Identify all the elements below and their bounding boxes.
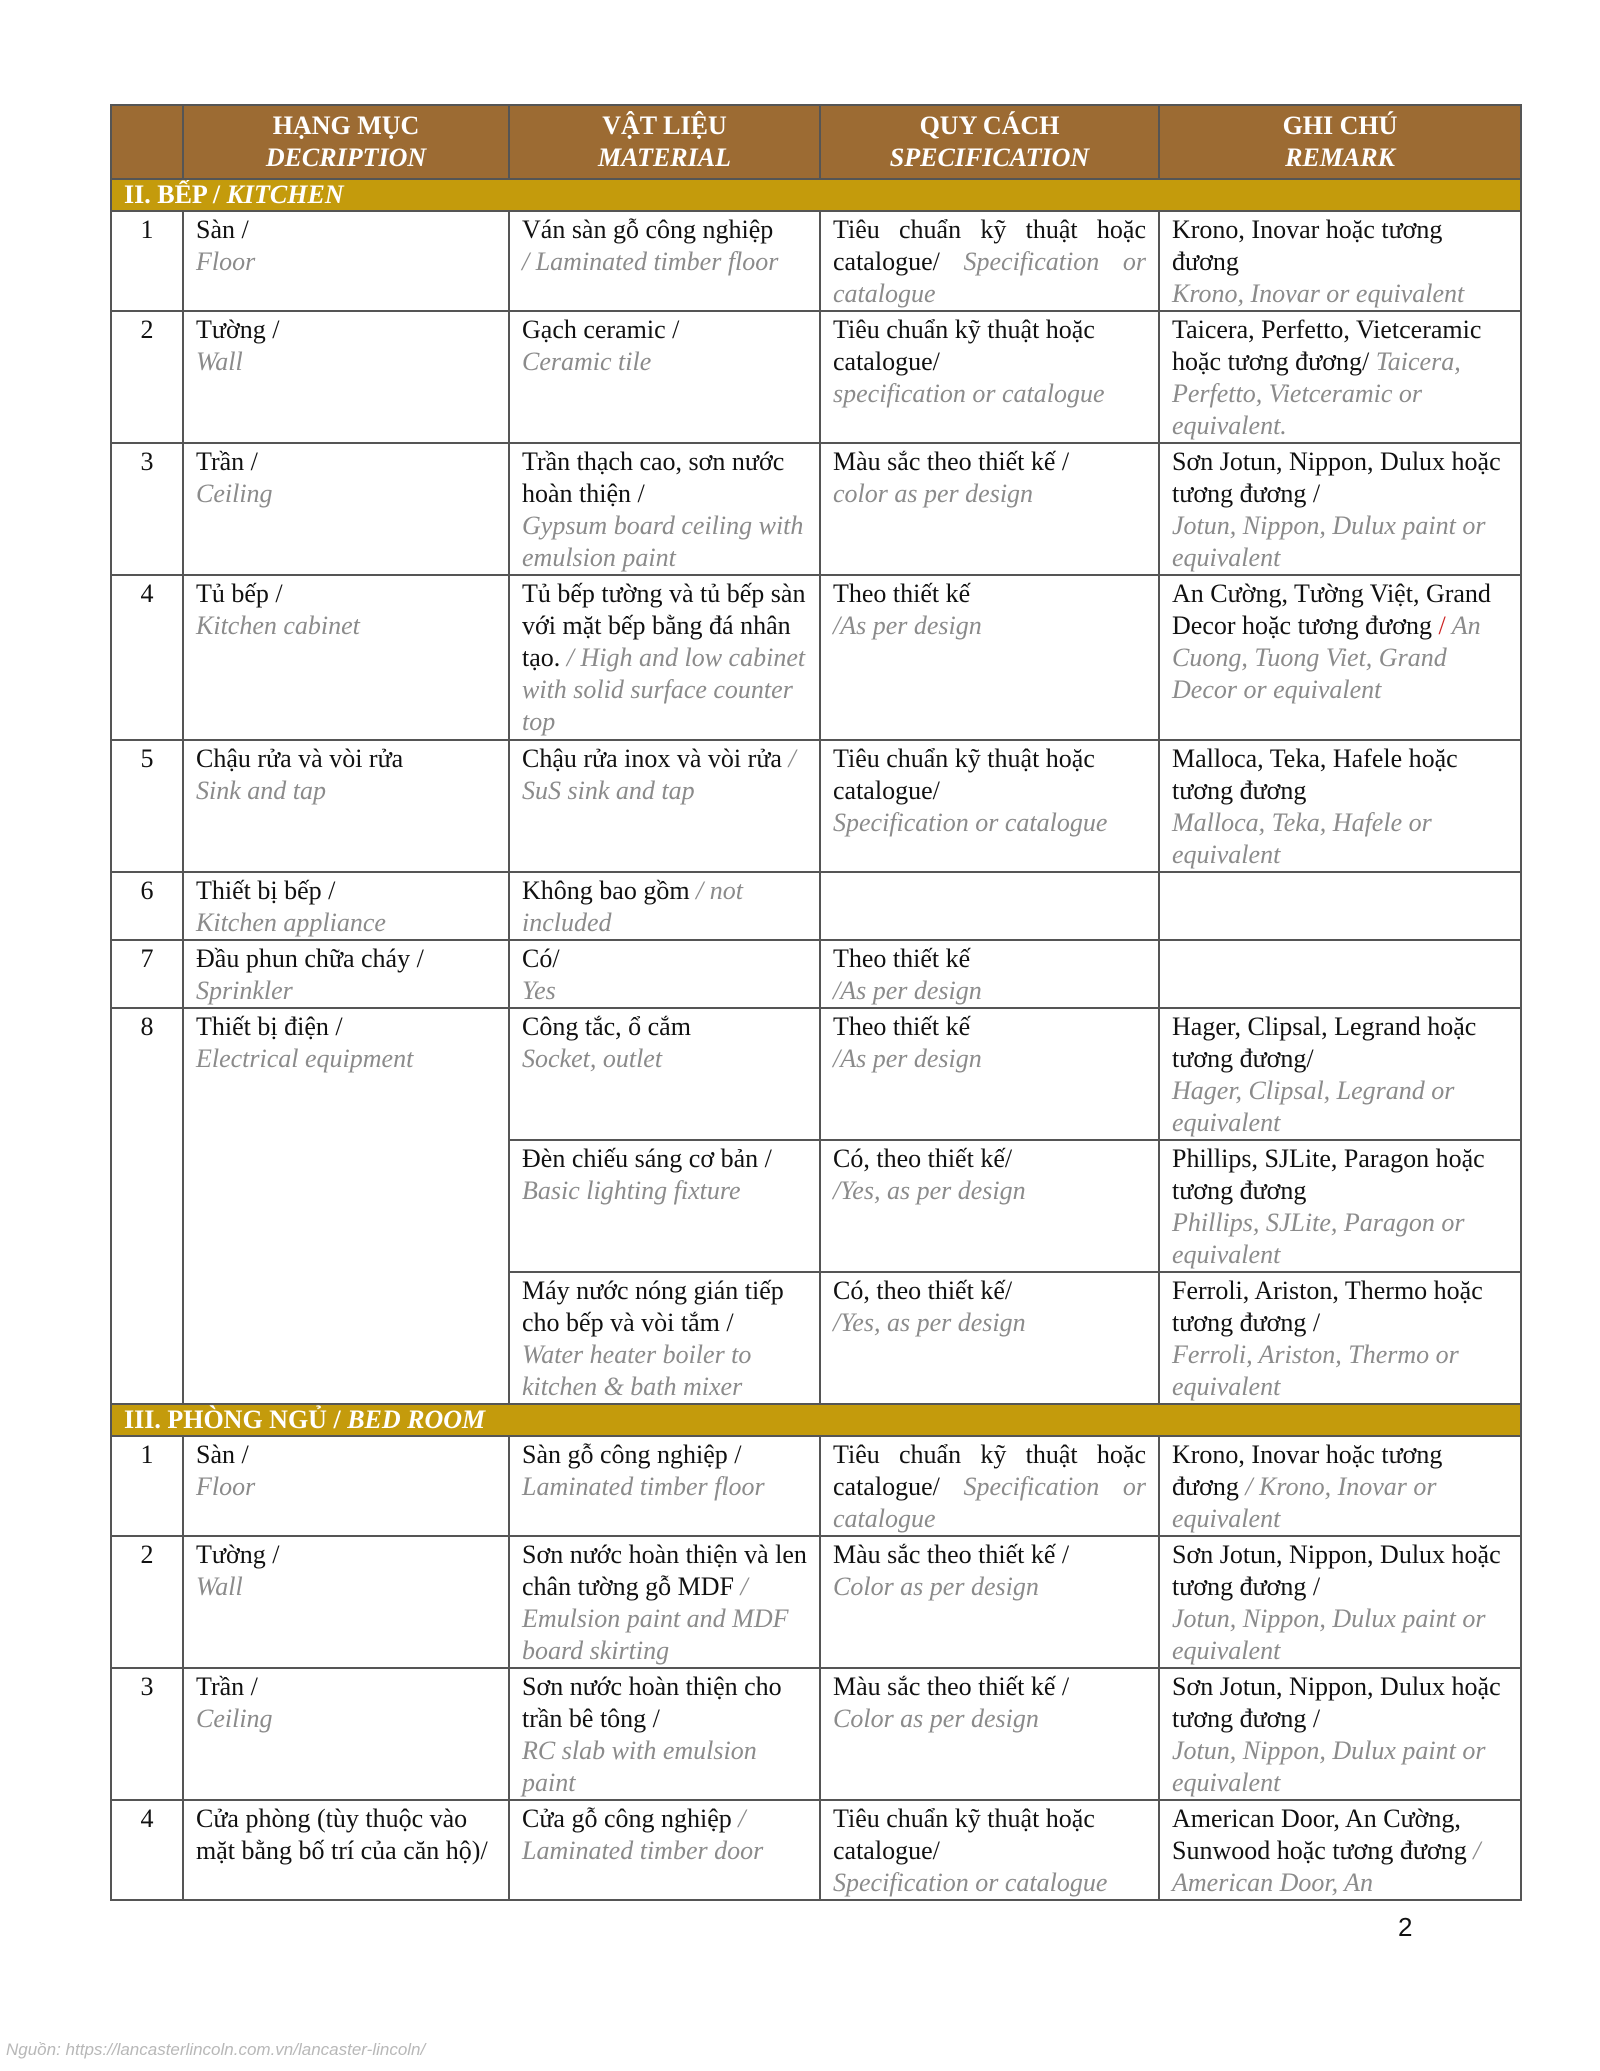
- section-kitchen: [111, 179, 1521, 211]
- remark-cell: Phillips, SJLite, Paragon hoặc tương đương Phillips, SJLite, Paragon or equivalent: [1159, 1140, 1521, 1272]
- row-number: 2: [111, 1536, 183, 1668]
- material-cell: Sơn nước hoàn thiện và len chân tường gỗ MDF / Emulsion paint and MDF board skirting: [509, 1536, 820, 1668]
- table-row: [111, 1800, 1521, 1900]
- section-title: II. BẾP / KITCHEN: [111, 179, 1521, 211]
- remark-cell: Hager, Clipsal, Legrand hoặc tương đương/ Hager, Clipsal, Legrand or equivalent: [1159, 1008, 1521, 1140]
- description-cell: Thiết bị bếp / Kitchen appliance: [183, 872, 509, 940]
- remark-cell: Ferroli, Ariston, Thermo hoặc tương đương / Ferroli, Ariston, Thermo or equivalent: [1159, 1272, 1521, 1404]
- table-row: [111, 311, 1521, 443]
- table-row: [111, 1668, 1521, 1800]
- remark-cell: Sơn Jotun, Nippon, Dulux hoặc tương đương / Jotun, Nippon, Dulux paint or equivalent: [1159, 1668, 1521, 1800]
- material-cell: Sơn nước hoàn thiện cho trần bê tông / RC slab with emulsion paint: [509, 1668, 820, 1800]
- section-bedroom: [111, 1404, 1521, 1436]
- remark-cell: Krono, Inovar hoặc tương đương / Krono, Inovar or equivalent: [1159, 1436, 1521, 1536]
- remark-cell: An Cường, Tường Việt, Grand Decor hoặc tương đương / An Cuong, Tuong Viet, Grand Decor or equivalent: [1159, 575, 1521, 740]
- specification-cell: Theo thiết kế /As per design: [820, 940, 1159, 1008]
- row-number: 3: [111, 1668, 183, 1800]
- remark-cell: Krono, Inovar hoặc tương đương Krono, Inovar or equivalent: [1159, 211, 1521, 311]
- material-cell: Không bao gồm / not included: [509, 872, 820, 940]
- page-number: 2: [1398, 1912, 1413, 1942]
- remark-cell: Sơn Jotun, Nippon, Dulux hoặc tương đương / Jotun, Nippon, Dulux paint or equivalent: [1159, 1536, 1521, 1668]
- specification-table: [110, 104, 1522, 1901]
- specification-cell: Tiêu chuẩn kỹ thuật hoặc catalogue/ Specification or catalogue: [820, 1800, 1159, 1900]
- description-cell: Trần / Ceiling: [183, 443, 509, 575]
- material-cell: Gạch ceramic / Ceramic tile: [509, 311, 820, 443]
- material-cell: Có/ Yes: [509, 940, 820, 1008]
- description-cell: Tường / Wall: [183, 1536, 509, 1668]
- specification-cell: [820, 872, 1159, 940]
- material-cell: Máy nước nóng gián tiếp cho bếp và vòi tắm / Water heater boiler to kitchen & bath mixer: [509, 1272, 820, 1404]
- row-number: 7: [111, 940, 183, 1008]
- material-cell: Cửa gỗ công nghiệp / Laminated timber door: [509, 1800, 820, 1900]
- remark-cell: Malloca, Teka, Hafele hoặc tương đương Malloca, Teka, Hafele or equivalent: [1159, 740, 1521, 872]
- header-description: HẠNG MỤC DECRIPTION: [183, 105, 509, 179]
- header-specification: QUY CÁCH SPECIFICATION: [820, 105, 1159, 179]
- specification-cell: Có, theo thiết kế/ /Yes, as per design: [820, 1272, 1159, 1404]
- row-number: 4: [111, 575, 183, 740]
- row-number: 2: [111, 311, 183, 443]
- material-cell: Chậu rửa inox và vòi rửa / SuS sink and tap: [509, 740, 820, 872]
- table-row: [111, 575, 1521, 740]
- remark-cell: [1159, 940, 1521, 1008]
- specification-cell: Tiêu chuẩn kỹ thuật hoặc catalogue/ specification or catalogue: [820, 311, 1159, 443]
- table-row: [111, 1008, 1521, 1140]
- table-row: [111, 872, 1521, 940]
- row-number: 1: [111, 211, 183, 311]
- header-remark: GHI CHÚ REMARK: [1159, 105, 1521, 179]
- description-cell: Cửa phòng (tùy thuộc vào mặt bằng bố trí của căn hộ)/: [183, 1800, 509, 1900]
- specification-cell: Tiêu chuẩn kỹ thuật hoặc catalogue/ Specification or catalogue: [820, 211, 1159, 311]
- specification-cell: Màu sắc theo thiết kế / color as per design: [820, 443, 1159, 575]
- material-cell: Sàn gỗ công nghiệp / Laminated timber floor: [509, 1436, 820, 1536]
- row-number: 6: [111, 872, 183, 940]
- description-cell: Thiết bị điện / Electrical equipment: [183, 1008, 509, 1404]
- remark-cell: American Door, An Cường, Sunwood hoặc tương đương / American Door, An: [1159, 1800, 1521, 1900]
- row-number: 5: [111, 740, 183, 872]
- specification-cell: Tiêu chuẩn kỹ thuật hoặc catalogue/ Specification or catalogue: [820, 1436, 1159, 1536]
- table-row: [111, 211, 1521, 311]
- table-row: [111, 1536, 1521, 1668]
- remark-cell: Taicera, Perfetto, Vietceramic hoặc tương đương/ Taicera, Perfetto, Vietceramic or equivalent.: [1159, 311, 1521, 443]
- description-cell: Sàn / Floor: [183, 1436, 509, 1536]
- remark-cell: Sơn Jotun, Nippon, Dulux hoặc tương đương / Jotun, Nippon, Dulux paint or equivalent: [1159, 443, 1521, 575]
- specification-cell: Theo thiết kế /As per design: [820, 575, 1159, 740]
- specification-cell: Màu sắc theo thiết kế / Color as per design: [820, 1536, 1159, 1668]
- material-cell: Công tắc, ổ cắm Socket, outlet: [509, 1008, 820, 1140]
- description-cell: Chậu rửa và vòi rửa Sink and tap: [183, 740, 509, 872]
- material-cell: Đèn chiếu sáng cơ bản / Basic lighting fixture: [509, 1140, 820, 1272]
- table-header-row: [111, 105, 1521, 179]
- description-cell: Đầu phun chữa cháy / Sprinkler: [183, 940, 509, 1008]
- row-number: 1: [111, 1436, 183, 1536]
- table-row: [111, 443, 1521, 575]
- description-cell: Trần / Ceiling: [183, 1668, 509, 1800]
- section-title: III. PHÒNG NGỦ / BED ROOM: [111, 1404, 1521, 1436]
- description-cell: Sàn / Floor: [183, 211, 509, 311]
- header-number-cell: [111, 105, 183, 179]
- material-cell: Ván sàn gỗ công nghiệp / Laminated timber floor: [509, 211, 820, 311]
- row-number: 8: [111, 1008, 183, 1404]
- description-cell: Tường / Wall: [183, 311, 509, 443]
- specification-cell: Màu sắc theo thiết kế / Color as per design: [820, 1668, 1159, 1800]
- description-cell: Tủ bếp / Kitchen cabinet: [183, 575, 509, 740]
- row-number: 4: [111, 1800, 183, 1900]
- row-number: 3: [111, 443, 183, 575]
- header-material: VẬT LIỆU MATERIAL: [509, 105, 820, 179]
- remark-cell: [1159, 872, 1521, 940]
- material-cell: Trần thạch cao, sơn nước hoàn thiện / Gypsum board ceiling with emulsion paint: [509, 443, 820, 575]
- specification-cell: Có, theo thiết kế/ /Yes, as per design: [820, 1140, 1159, 1272]
- material-cell: Tủ bếp tường và tủ bếp sàn với mặt bếp bằng đá nhân tạo. / High and low cabinet with solid surface counter top: [509, 575, 820, 740]
- source-watermark: Nguồn: https://lancasterlincoln.com.vn/lancaster-lincoln/: [6, 2040, 426, 2059]
- table-row: [111, 940, 1521, 1008]
- table-row: [111, 1436, 1521, 1536]
- table-row: [111, 740, 1521, 872]
- specification-cell: Theo thiết kế /As per design: [820, 1008, 1159, 1140]
- specification-cell: Tiêu chuẩn kỹ thuật hoặc catalogue/ Specification or catalogue: [820, 740, 1159, 872]
